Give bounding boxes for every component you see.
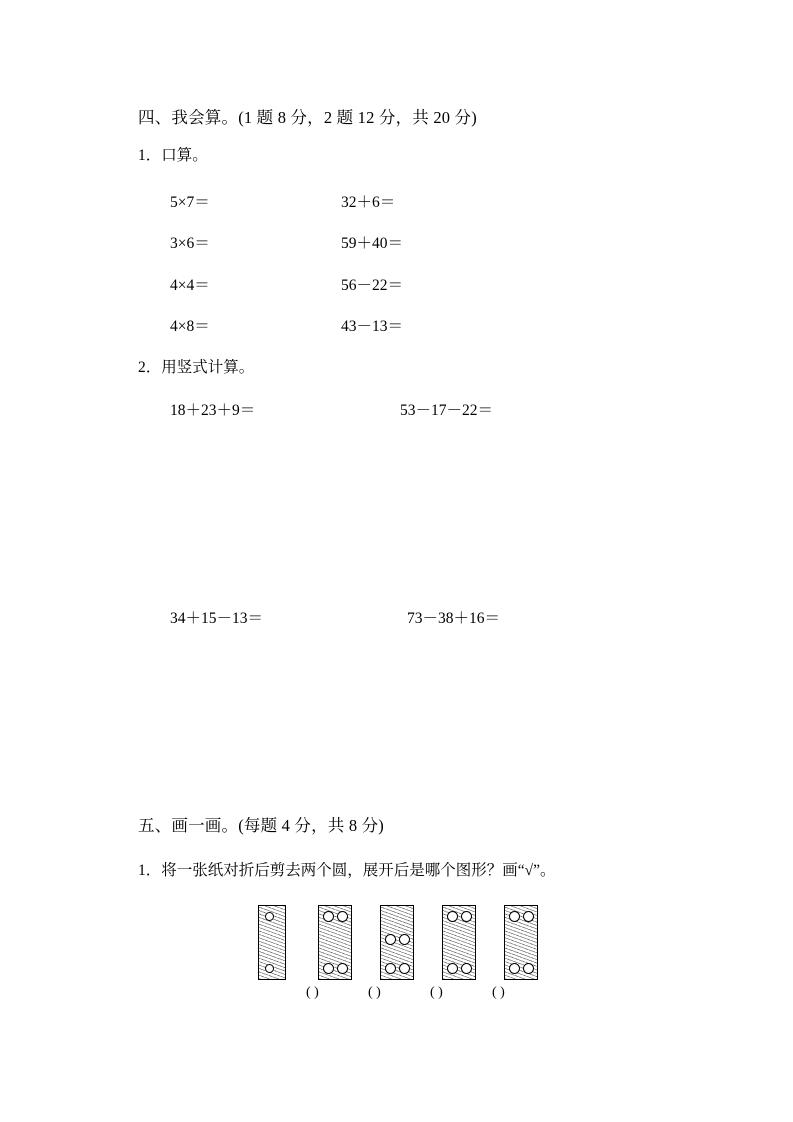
cut-hole xyxy=(399,963,410,974)
cut-hole xyxy=(385,934,396,945)
cut-hole xyxy=(461,963,472,974)
cut-hole xyxy=(265,912,274,921)
cut-hole xyxy=(461,911,472,922)
answer-bracket[interactable]: ( ) xyxy=(306,985,319,1000)
cut-hole xyxy=(523,963,534,974)
paper-strip-option-2[interactable] xyxy=(318,905,352,980)
section-four-heading: 四、我会算。(1 题 8 分，2 题 12 分，共 20 分) xyxy=(138,108,477,127)
cut-hole xyxy=(447,911,458,922)
oral-expression: 4×8＝ xyxy=(170,318,210,335)
cut-hole xyxy=(265,964,274,973)
vertical-expression: 73－38＋16＝ xyxy=(407,610,501,627)
answer-bracket-row xyxy=(248,985,558,1005)
cut-hole xyxy=(323,911,334,922)
cut-hole xyxy=(337,911,348,922)
paper-strip-option-5[interactable] xyxy=(504,905,538,980)
question-2-label: 2．用竖式计算。 xyxy=(138,359,255,376)
vertical-expression: 34＋15－13＝ xyxy=(170,610,264,627)
cut-hole xyxy=(509,963,520,974)
vertical-expression: 53－17－22＝ xyxy=(400,402,494,419)
oral-expression: 43－13＝ xyxy=(341,318,404,335)
answer-bracket[interactable]: ( ) xyxy=(430,985,443,1000)
vertical-expression: 18＋23＋9＝ xyxy=(170,402,256,419)
paper-strip-option-1[interactable] xyxy=(258,905,286,980)
answer-bracket[interactable]: ( ) xyxy=(368,985,381,1000)
paper-strip-option-4[interactable] xyxy=(442,905,476,980)
cut-hole xyxy=(337,963,348,974)
paper-strip-figures xyxy=(248,905,548,983)
cut-hole xyxy=(509,911,520,922)
oral-expression: 4×4＝ xyxy=(170,277,210,294)
oral-expression: 56－22＝ xyxy=(341,277,404,294)
oral-expression: 3×6＝ xyxy=(170,235,210,252)
question-1-label: 1．口算。 xyxy=(138,147,208,164)
oral-expression: 59＋40＝ xyxy=(341,235,404,252)
cut-hole xyxy=(447,963,458,974)
answer-bracket[interactable]: ( ) xyxy=(492,985,505,1000)
paper-strip-option-3[interactable] xyxy=(380,905,414,980)
cut-hole xyxy=(523,911,534,922)
section-five-question-1-label: 1．将一张纸对折后剪去两个圆，展开后是哪个图形？画“√”。 xyxy=(138,862,556,879)
oral-expression: 5×7＝ xyxy=(170,194,210,211)
section-five-heading: 五、画一画。(每题 4 分，共 8 分) xyxy=(138,816,384,835)
cut-hole xyxy=(385,963,396,974)
cut-hole xyxy=(323,963,334,974)
oral-expression: 32＋6＝ xyxy=(341,194,396,211)
cut-hole xyxy=(399,934,410,945)
